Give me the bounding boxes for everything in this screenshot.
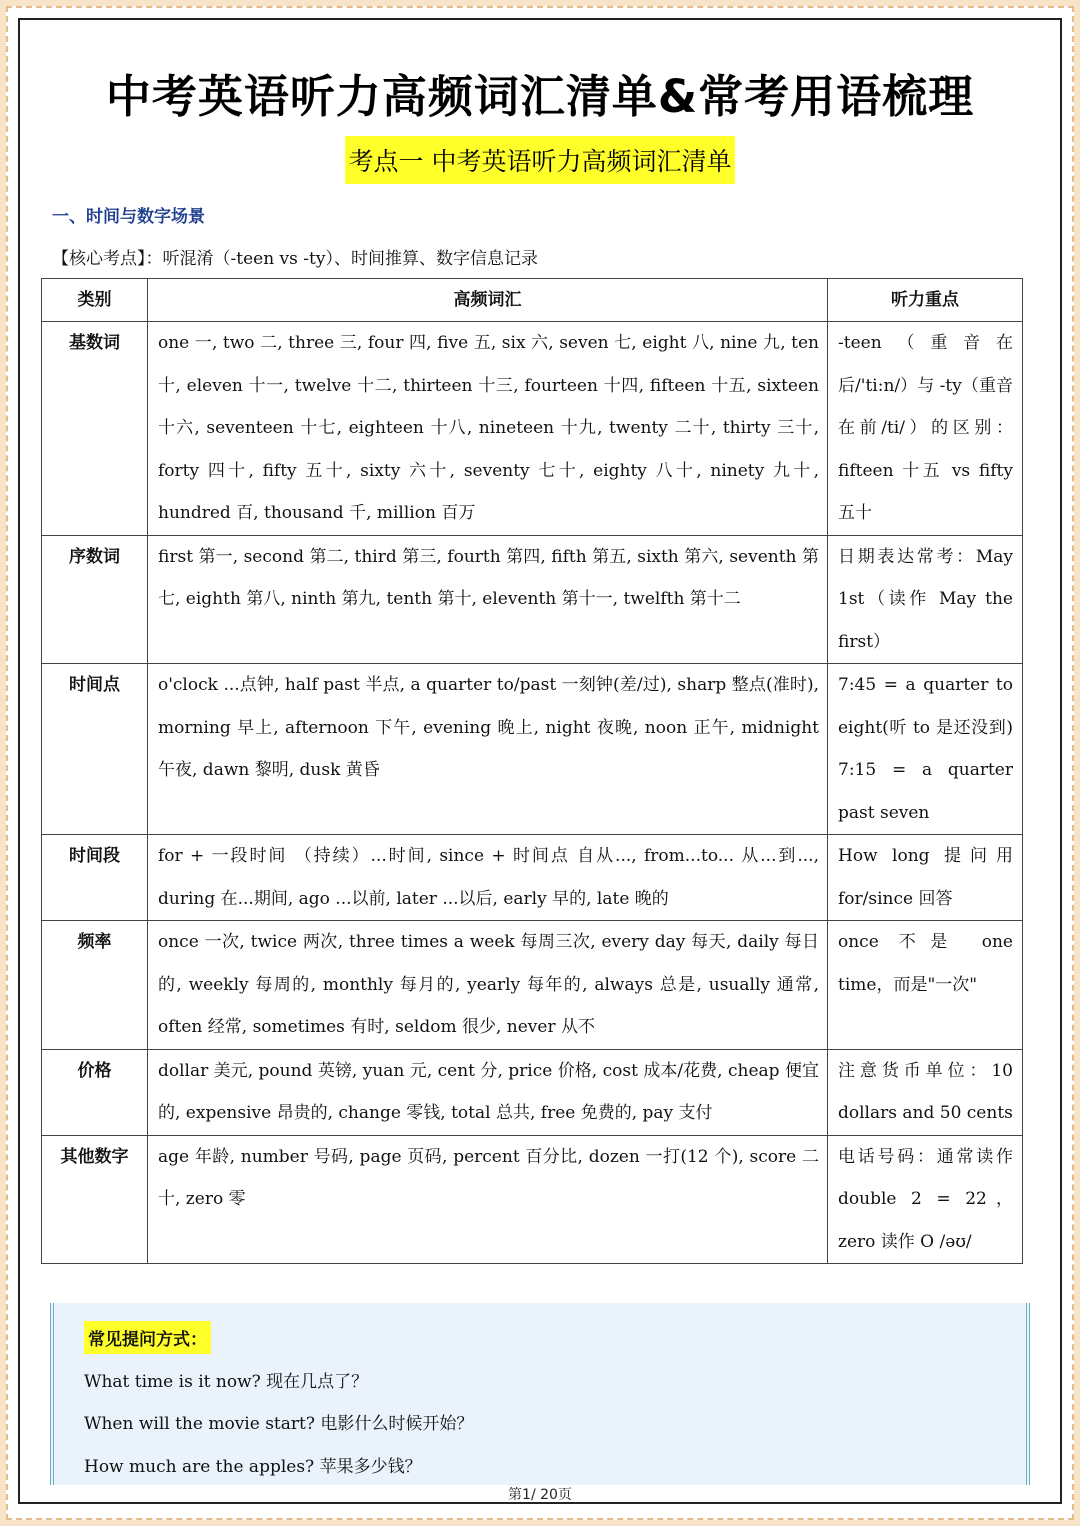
table-row	[42, 535, 1023, 664]
row-category: 频率	[42, 921, 148, 1050]
table-row	[42, 1049, 1023, 1135]
header-category: 类别	[42, 279, 148, 322]
row-category: 基数词	[42, 322, 148, 536]
sub-heading: 一、时间与数字场景	[52, 207, 205, 227]
row-category: 时间段	[42, 835, 148, 921]
row-focus: 电话号码：通常读作 double 2 = 22， zero 读作 O /əʊ/	[828, 1135, 1023, 1264]
row-words: for + 一段时间 （持续）...时间, since + 时间点 自从..., from...to... 从...到..., during 在...期间, ago ...以前, later ...以后, early 早的, late 晚的	[148, 835, 828, 921]
table-row	[42, 835, 1023, 921]
row-words: age 年龄, number 号码, page 页码, percent 百分比, dozen 一打(12 个), score 二十, zero 零	[148, 1135, 828, 1264]
row-focus: 注意货币单位：10 dollars and 50 cents	[828, 1049, 1023, 1135]
section-title-wrap	[0, 136, 1080, 184]
tip-line: What time is it now? 现在几点了？	[84, 1372, 369, 1392]
tips-box	[50, 1303, 1030, 1485]
table-row	[42, 322, 1023, 536]
row-category: 序数词	[42, 535, 148, 664]
header-focus: 听力重点	[828, 279, 1023, 322]
row-focus: -teen（重音在后/'ti:n/）与 -ty（重音在前/ti/）的区别：fifteen 十五 vs fifty 五十	[828, 322, 1023, 536]
page-title: 中考英语听力高频词汇清单&常考用语梳理	[105, 70, 975, 123]
row-words: one 一, two 二, three 三, four 四, five 五, six 六, seven 七, eight 八, nine 九, ten 十, eleven 十一, twelve 十二, thirteen 十三, fourteen 十四, fifteen 十五, sixteen 十六, seventeen 十七, eighteen 十八, nineteen 十九, twenty 二十, thirty 三十, forty 四十, fifty 五十, sixty 六十, seventy 七十, eighty 八十, ninety 九十, hundred 百, thousand 千, million 百万	[148, 322, 828, 536]
row-category: 价格	[42, 1049, 148, 1135]
row-focus: 日期表达常考：May 1st（读作 May the first）	[828, 535, 1023, 664]
table-row	[42, 921, 1023, 1050]
tips-title: 常见提问方式：	[84, 1321, 211, 1354]
row-words: once 一次, twice 两次, three times a week 每周三次, every day 每天, daily 每日的, weekly 每周的, monthly 每月的, yearly 每年的, always 总是, usually 通常, often 经常, sometimes 有时, seldom 很少, never 从不	[148, 921, 828, 1050]
table-row	[42, 1135, 1023, 1264]
table-header-row	[42, 279, 1023, 322]
section-title: 考点一 中考英语听力高频词汇清单	[345, 136, 736, 184]
header-words: 高频词汇	[148, 279, 828, 322]
row-focus: once 不是 one time，而是"一次"	[828, 921, 1023, 1050]
row-words: o'clock ...点钟, half past 半点, a quarter to/past 一刻钟(差/过), sharp 整点(准时), morning 早上, afternoon 下午, evening 晚上, night 夜晚, noon 正午, midnight 午夜, dawn 黎明, dusk 黄昏	[148, 664, 828, 835]
row-words: first 第一, second 第二, third 第三, fourth 第四, fifth 第五, sixth 第六, seventh 第七, eighth 第八, ninth 第九, tenth 第十, eleventh 第十一, twelfth 第十二	[148, 535, 828, 664]
row-category: 其他数字	[42, 1135, 148, 1264]
row-focus: How long 提问用 for/since 回答	[828, 835, 1023, 921]
row-words: dollar 美元, pound 英镑, yuan 元, cent 分, price 价格, cost 成本/花费, cheap 便宜的, expensive 昂贵的, change 零钱, total 总共, free 免费的, pay 支付	[148, 1049, 828, 1135]
row-focus: 7:45 = a quarter to eight(听 to 是还没到) 7:15 = a quarter past seven	[828, 664, 1023, 835]
row-category: 时间点	[42, 664, 148, 835]
page-number: 第1/ 20页	[508, 1487, 572, 1503]
table-row	[42, 664, 1023, 835]
vocab-table	[41, 278, 1023, 1264]
key-point: 【核心考点】：听混淆（-teen vs -ty）、时间推算、数字信息记录	[52, 249, 538, 269]
tip-line: When will the movie start? 电影什么时候开始？	[84, 1414, 474, 1434]
tip-line: How much are the apples? 苹果多少钱？	[84, 1457, 422, 1477]
